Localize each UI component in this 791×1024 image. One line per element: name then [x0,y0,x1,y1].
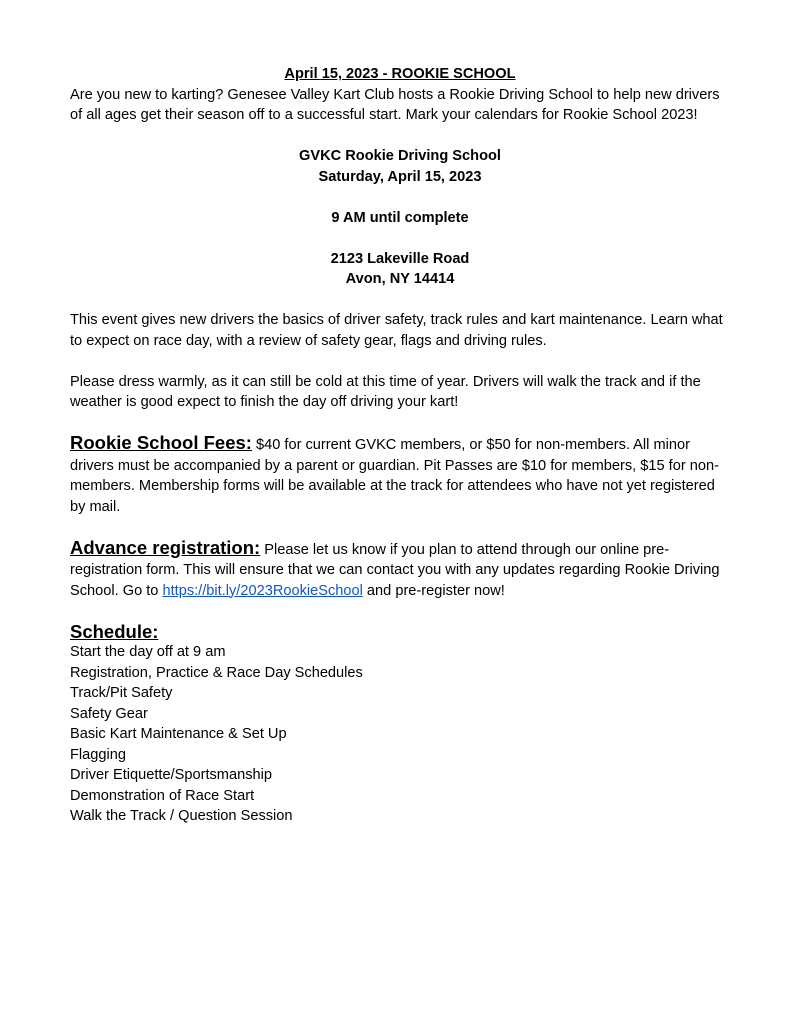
fees-heading: Rookie School Fees: [70,432,252,453]
registration-text-before: Please let us know if you plan to attend through our online pre-registration form. This will ensure that we can contact you with any updates regarding Rookie Driving School. Go to [70,541,720,599]
schedule-item: Basic Kart Maintenance & Set Up [70,726,287,742]
schedule-item: Demonstration of Race Start [70,787,255,804]
schedule-item: Registration, Practice & Race Day Schedules [70,664,363,681]
registration-paragraph [70,538,730,602]
schedule-item: Driver Etiquette/Sportsmanship [70,767,272,783]
registration-heading: Advance registration: [70,536,261,558]
schedule-item: Safety Gear [70,705,148,722]
event-address-line1: 2123 Lakeville Road [330,250,470,267]
document-content [70,64,730,827]
event-date: Saturday, April 15, 2023 [318,168,482,185]
document-title: April 15, 2023 - ROOKIE SCHOOL [284,66,516,82]
registration-text-after: and pre-register now! [362,582,505,599]
schedule-heading: Schedule: [70,620,159,642]
event-name: GVKC Rookie Driving School [299,148,501,164]
basics-paragraph: This event gives new drivers the basics of driver safety, track rules and kart maintenance. Learn what to expect on race day, with a review of safety gear, flags and driving rules. [70,312,723,349]
event-time: 9 AM until complete [331,209,469,226]
dress-paragraph: Please dress warmly, as it can still be cold at this time of year. Drivers will walk the track and if the weather is good expect to finish the day off driving your kart! [70,373,701,410]
schedule-list [70,642,730,827]
schedule-item: Flagging [70,746,126,763]
schedule-item: Track/Pit Safety [70,685,173,701]
event-address-line2: Avon, NY 14414 [345,271,455,287]
intro-paragraph: Are you new to karting? Genesee Valley Kart Club hosts a Rookie Driving School to help new drivers of all ages get their season off to a successful start. Mark your calendars for Rookie School 2023! [70,86,720,123]
schedule-item: Start the day off at 9 am [70,644,226,660]
registration-link[interactable]: https://bit.ly/2023RookieSchool [162,582,363,599]
schedule-item: Walk the Track / Question Session [70,808,293,824]
fees-text: $40 for current GVKC members, or $50 for non-members. All minor drivers must be accompanied by a parent or guardian. Pit Passes are $10 for members, $15 for non-members. Membership forms will be available at the track for attendees who have not yet registered by mail. [70,437,719,515]
fees-paragraph [70,433,730,517]
